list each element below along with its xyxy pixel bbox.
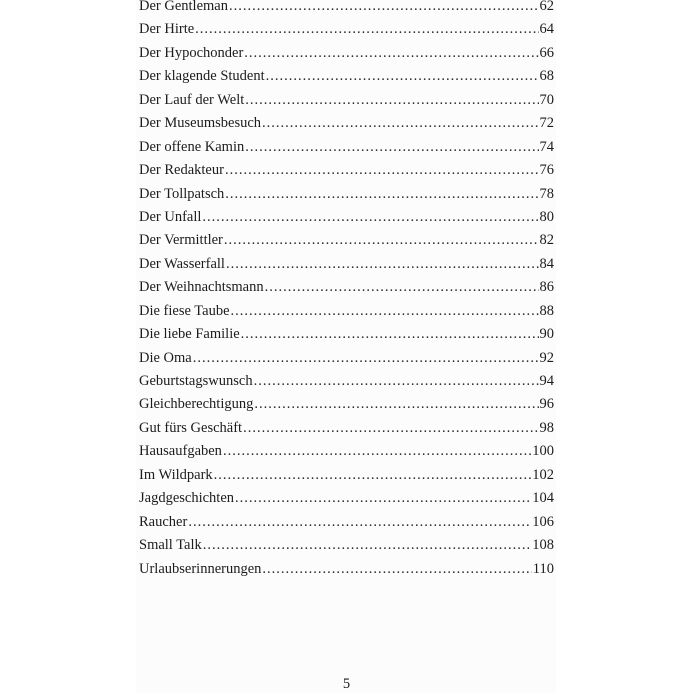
toc-entry: [139, 558, 554, 581]
toc-dot-leader: [254, 393, 538, 416]
toc-dot-leader: [254, 370, 539, 393]
toc-entry-page: 88: [539, 302, 554, 319]
toc-entry-title: Der offene Kamin: [139, 138, 245, 155]
toc-entry-title: Urlaubserinnerungen: [139, 560, 262, 577]
toc-entry: [139, 89, 554, 112]
toc-entry-page: 94: [539, 373, 554, 389]
toc-entry: [139, 347, 554, 370]
toc-dot-leader: [266, 65, 539, 88]
toc-entry: [139, 464, 554, 487]
toc-entry: [139, 370, 554, 393]
toc-entry: [139, 18, 554, 41]
toc-dot-leader: [195, 18, 538, 41]
toc-entry-title: Gleichberechtigung: [139, 396, 254, 413]
toc-dot-leader: [193, 347, 539, 370]
page-number: 5: [342, 676, 351, 692]
toc-entry-title: Der Museumsbesuch: [139, 115, 262, 132]
toc-entry-title: Der Hirte: [139, 21, 195, 38]
toc-entry: [139, 276, 554, 299]
toc-entry-page: 106: [532, 513, 554, 530]
toc-dot-leader: [245, 136, 538, 159]
toc-dot-leader: [265, 276, 539, 299]
toc-entry-title: Der Lauf der Welt: [139, 91, 245, 108]
toc-dot-leader: [243, 417, 538, 440]
toc-dot-leader: [203, 534, 531, 557]
toc-entry: [139, 417, 554, 440]
toc-entry: [139, 511, 554, 534]
toc-dot-leader: [262, 558, 531, 581]
toc-entry: [139, 534, 554, 557]
toc-dot-leader: [225, 183, 538, 206]
toc-dot-leader: [223, 440, 531, 463]
toc-entry: [139, 0, 554, 18]
toc-entry-title: Hausaufgaben: [139, 443, 222, 460]
toc-entry: [139, 323, 554, 346]
toc-entry: [139, 253, 554, 276]
toc-dot-leader: [202, 206, 538, 229]
toc-entry-page: 102: [532, 466, 554, 483]
toc-entry-title: Der Unfall: [139, 208, 202, 225]
toc-entry-page: 76: [539, 162, 554, 179]
table-of-contents: [139, 0, 554, 581]
toc-entry-page: 110: [532, 560, 554, 577]
toc-entry: [139, 159, 554, 182]
toc-entry-title: Der klagende Student: [139, 68, 265, 85]
toc-entry-page: 72: [539, 115, 554, 132]
toc-entry: [139, 183, 554, 206]
toc-entry-page: 82: [539, 232, 554, 249]
toc-dot-leader: [226, 253, 539, 276]
toc-entry: [139, 65, 554, 88]
toc-entry-title: Die liebe Familie: [139, 326, 240, 343]
toc-entry-page: 78: [539, 185, 554, 202]
toc-dot-leader: [188, 511, 531, 534]
toc-entry-title: Der Gentleman: [139, 0, 228, 14]
toc-entry: [139, 440, 554, 463]
toc-entry-title: Im Wildpark: [139, 466, 213, 483]
toc-entry-title: Small Talk: [139, 537, 202, 554]
toc-entry-title: Raucher: [139, 513, 188, 530]
toc-entry-title: Gut fürs Geschäft: [139, 419, 243, 436]
toc-entry-title: Geburtstagswunsch: [139, 373, 253, 389]
toc-entry-title: Die fiese Taube: [139, 302, 230, 319]
toc-dot-leader: [241, 323, 539, 346]
toc-dot-leader: [214, 464, 532, 487]
toc-entry-page: 66: [539, 44, 554, 61]
toc-entry-title: Der Hypochonder: [139, 44, 244, 61]
toc-entry: [139, 300, 554, 323]
toc-entry-title: Die Oma: [139, 349, 192, 366]
toc-entry-page: 62: [539, 0, 554, 14]
toc-entry: [139, 206, 554, 229]
toc-entry-title: Jagdgeschichten: [139, 490, 235, 507]
toc-entry-page: 86: [539, 279, 554, 296]
toc-entry-page: 98: [539, 419, 554, 436]
toc-entry: [139, 112, 554, 135]
toc-entry: [139, 136, 554, 159]
toc-dot-leader: [262, 112, 538, 135]
toc-entry: [139, 229, 554, 252]
toc-entry-page: 74: [539, 138, 554, 155]
toc-entry-page: 90: [539, 326, 554, 343]
toc-entry: [139, 487, 554, 510]
toc-dot-leader: [244, 42, 538, 65]
toc-entry: [139, 393, 554, 416]
toc-dot-leader: [229, 0, 539, 18]
toc-entry: [139, 42, 554, 65]
toc-dot-leader: [225, 159, 539, 182]
toc-dot-leader: [231, 300, 539, 323]
toc-dot-leader: [235, 487, 531, 510]
toc-entry-page: 70: [539, 91, 554, 108]
toc-entry-page: 64: [539, 21, 554, 38]
toc-entry-title: Der Tollpatsch: [139, 185, 225, 202]
toc-entry-page: 100: [532, 443, 554, 460]
toc-entry-title: Der Redakteur: [139, 162, 224, 179]
toc-entry-title: Der Wasserfall: [139, 255, 225, 272]
toc-entry-page: 84: [539, 255, 554, 272]
toc-entry-page: 92: [539, 349, 554, 366]
toc-entry-page: 108: [532, 537, 554, 554]
toc-entry-title: Der Vermittler: [139, 232, 223, 249]
toc-entry-page: 80: [539, 208, 554, 225]
toc-entry-page: 96: [539, 396, 554, 413]
toc-entry-title: Der Weihnachtsmann: [139, 279, 264, 296]
toc-entry-page: 68: [539, 68, 554, 85]
toc-entry-page: 104: [532, 490, 554, 507]
toc-dot-leader: [224, 229, 539, 252]
toc-dot-leader: [245, 89, 538, 112]
